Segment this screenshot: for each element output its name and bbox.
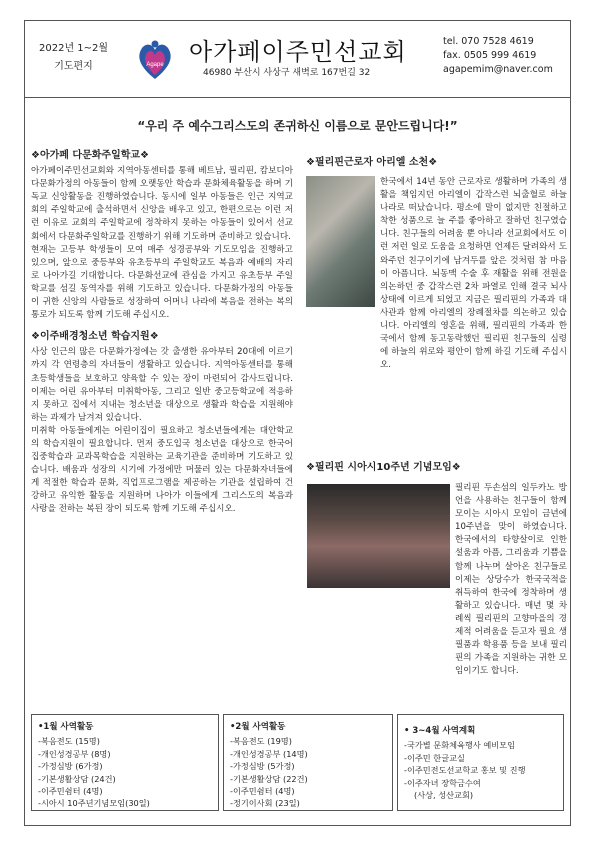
ariel-paragraph-continued <box>306 310 567 448</box>
header-divider <box>25 97 570 98</box>
activity-item: (사상, 성산교회) <box>414 790 474 801</box>
contact-tel: tel. 070 7528 4619 <box>443 36 534 47</box>
activity-item: -국가별 문화체육행사 예비모임 <box>404 740 515 751</box>
activity-item: -이주민쉼터 (4명) <box>230 786 295 797</box>
youth-learning-paragraph-2: 미취학 아동들에게는 어린이집이 필요하고 청소년들에게는 대안학교의 학습지원이 필요합니다. 먼저 중도입국 청소년을 대상으로 한국어 집중학습과 교과목학습을 지원하는 교육기관을 준비하며 기도하고 있습니다. 배움과 성장의 시기에 가정에만 머물러 있는 다문화자녀들에게 적절한 학습과 문화, 직업프로그램을 제공하는 기관을 설립하여 건강하고 유익한 활동을 지원하며 나아가 이들에게 그리스도의 복음과 사랑을 전하는 복된 장이 되도록 함께 기도해 주십시오. <box>31 425 293 515</box>
activity-title-january: •1월 사역활동 <box>38 722 94 732</box>
ariel-paragraph-top <box>380 176 567 371</box>
youth-learning-paragraph-1: 사상 인근의 많은 다문화가정에는 갓 출생한 유아부터 20대에 이르기까지 각 연령층의 자녀들이 생활하고 있습니다. 지역아동센터를 통해 초등학생들을 보호하고 양육할 수 있는 장이 마련되어 감사드립니다. 이제는 어린 유아부터 미취학아동, 그리고 일반 중고등학교에 적응하지 못하고 집에서 지내는 청소년을 대상으로 생활과 학습을 지원해야 하는 과제가 남겨져 있습니다. <box>31 347 293 423</box>
activity-box-plan <box>397 714 564 811</box>
activity-title-plan: • 3~4월 사역계획 <box>404 726 476 736</box>
activity-item: -개인성경공부 (14명) <box>230 748 308 759</box>
contact-email[interactable]: agapemim@naver.com <box>443 64 553 75</box>
sunday-school-paragraph-1: 아가페이주민선교회와 지역아동센터를 통해 베트남, 필리핀, 캄보디아 다문화가정의 아동들이 함께 오랫동안 학습과 문화체육활동을 하며 기독교 신앙활동을 진행하였습니다. 동시에 일부 아동들은 인근 지역교회의 주일학교에 출석하면서 신앙을 배우고 있고, 한편으로는 이런 저런 이유로 교회의 주일학교에 정착하지 못하는 아동들이 있어서 선교회에서 다문화주일학교를 진행하기 위해 기도하며 준비하고 있습니다. <box>31 166 293 242</box>
section-title-ariel: ❖필리핀근로자 아리엘 소천❖ <box>306 157 438 168</box>
letter-date: 2022년 1~2월 <box>39 43 109 54</box>
section-title-sunday-school: ❖아가페 다문화주일학교❖ <box>31 150 150 161</box>
siasi-paragraph: 필리핀 두손섬의 일두카노 방언을 사용하는 친구들이 함께 모이는 시아시 모임이 금년에 10주년을 맞이 하였습니다. 한국에서의 타향살이로 인한 설움과 아픔, 그리움과 기쁨을 함께 나누며 살아온 친구들로 이제는 상당수가 한국국적을 취득하여 한국에 정착하며 생활하고 있습니다. 매년 몇 차례씩 필리핀의 고향마을의 경제적 어려움을 듣고자 필요 생필품과 학용품 등을 보내 필리핀의 가족을 지원하는 귀한 모임이기도 합니다. <box>455 483 567 677</box>
activity-item: -가정심방 (5가정) <box>230 761 295 772</box>
activity-box-january <box>31 714 219 811</box>
contact-block <box>443 35 553 77</box>
activity-item: -개인성경공부 (8명) <box>38 748 111 759</box>
organization-name: 아가페이주민선교회 <box>189 38 407 66</box>
contact-fax: fax. 0505 999 4619 <box>443 50 537 61</box>
organization-address: 46980 부산시 사상구 새벽로 167번길 32 <box>203 68 371 78</box>
activity-item: -이주민전도선교학교 홍보 및 진행 <box>404 765 526 776</box>
letter-date-block <box>39 40 108 76</box>
siasi-paragraph-block <box>455 482 567 677</box>
activity-title-february: •2월 사역활동 <box>230 722 286 732</box>
activity-item: -시아시 10주년기념모임(30일) <box>38 798 150 809</box>
sunday-school-paragraph-2: 현재는 고등부 학생들이 모여 매주 성경공부와 기도모임을 진행하고 있으며, 앞으로 중등부와 유초등부의 주일학교도 복음과 예배의 자리로 나아가길 기대합니다. 다문화선교에 관심을 가지고 유초등부 주일학교를 섬길 동역자를 위해 기도하고 있습니다. 다문화가정의 아동들이 귀한 신앙의 사람들로 성장하여 어머니 나라에 복음을 전하는 복의 통로가 되도록 함께 기도해 주십시오. <box>31 244 293 321</box>
activity-item: -이주민쉼터 (4명) <box>38 786 103 797</box>
activity-item: -복음전도 (15명) <box>38 736 100 747</box>
siasi-anniversary-photo <box>307 484 450 588</box>
section-title-siasi: ❖필리핀 시아시10주년 기념모임❖ <box>306 462 461 473</box>
activity-item: -정기이사회 (23일) <box>230 798 300 809</box>
greeting-heading: “우리 주 예수그리스도의 존귀하신 이름으로 문안드립니다!” <box>137 119 458 133</box>
logo-text: Agape <box>146 62 164 68</box>
section-title-youth-learning: ❖이주배경청소년 학습지원❖ <box>31 331 159 343</box>
activity-item: -기본생활상담 (24건) <box>38 773 116 784</box>
activity-item: -복음전도 (19명) <box>230 736 292 747</box>
activity-item: -기본생활상담 (22건) <box>230 773 308 784</box>
agape-logo-icon <box>136 39 174 81</box>
ariel-hospital-photo <box>306 176 375 307</box>
ariel-paragraph: 한국에서 14년 동안 근로자로 생활하며 가족의 생활을 책임지던 아리엘이 갑작스런 뇌출혈로 하늘나라로 떠났습니다. 평소에 말이 없지만 친절하고 착한 성품으로 늘 주를 좋아하고 잘하던 친구였습니다. 친구들의 어려움 뿐 아니라 선교회에서도 이런 저런 일로 도움을 요청하면 언제든 달려와서 도와주던 친구이기에 남겨두를 앞은 것처럼 참 마음이 아픔니다. 뇌동맥 수술 후 재활을 위해 전원을 의논하던 중 갑작스런 2차 파열로 인해 결국 뇌사상태에 이르게 되었고 지금은 필리핀의 가족과 대사관과 함께 아리엘의 장례절차를 의논하고 있습니다. 아리엘의 영혼을 위해, 필리핀의 가족과 한국에서 함께 동고동락했던 필리핀 친구들의 심령에 하늘의 위로와 평안이 함께 하길 기도해 주십시오. <box>380 177 567 371</box>
letter-page <box>24 20 571 826</box>
left-column <box>31 149 293 517</box>
letter-type: 기도편지 <box>54 61 93 72</box>
activity-item: -가정심방 (6가정) <box>38 761 103 772</box>
activity-box-february <box>223 714 393 811</box>
activity-item: -이주자녀 장학금수여 <box>404 777 481 788</box>
activity-item: -이주민 한글교실 <box>404 752 465 763</box>
